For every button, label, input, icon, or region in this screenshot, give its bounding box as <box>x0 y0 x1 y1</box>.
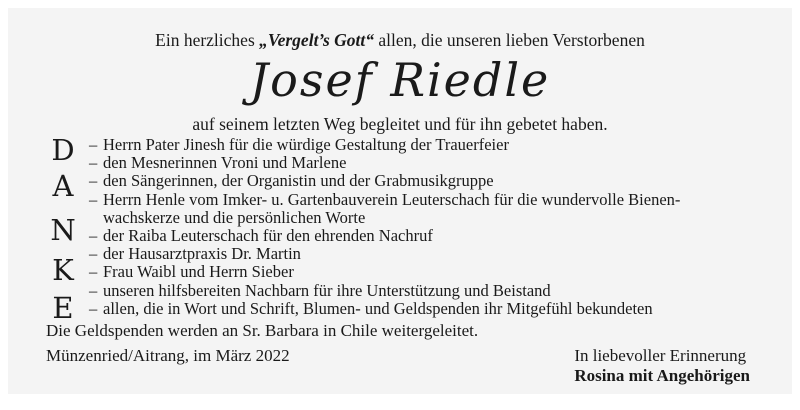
thanks-item <box>89 154 769 172</box>
thanks-item <box>89 300 769 318</box>
dash: – <box>89 153 98 173</box>
thanks-item <box>89 263 769 281</box>
thanks-text: unseren hilfsbereiten Nachbarn für ihre Unterstützung und Beistand <box>103 280 551 300</box>
thanks-item <box>89 172 769 190</box>
danke-letter-n: N <box>50 213 76 247</box>
closing-line: In liebevoller Erinnerung <box>574 346 747 365</box>
thanks-text: der Raiba Leuterschach für den ehrenden Nachruf <box>103 226 433 246</box>
danke-letter-k: K <box>52 253 74 287</box>
danke-letter-a: A <box>52 169 74 203</box>
thanks-text: allen, die in Wort und Schrift, Blumen- und Geldspenden ihr Mitgefühl bekundeten <box>103 298 653 318</box>
danke-letter-d: D <box>51 133 75 167</box>
dash: – <box>89 226 98 246</box>
thanks-text: Herrn Henle vom Imker- u. Gartenbauverein Leuterschach für die wundervolle Bienen-wachskerze und die persönlichen Worte <box>103 189 681 227</box>
thanks-text: den Mesnerinnen Vroni und Marlene <box>103 153 347 173</box>
thanks-item <box>89 282 769 300</box>
thanks-text: Frau Waibl und Herrn Sieber <box>103 262 294 282</box>
intro-before: Ein herzliches <box>155 30 260 50</box>
donation-note: Die Geldspenden werden an Sr. Barbara in Chile weitergeleitet. <box>46 321 479 340</box>
dash: – <box>89 171 98 191</box>
signature-block <box>574 346 750 386</box>
signers: Rosina mit Angehörigen <box>574 366 750 385</box>
dash: – <box>89 135 98 154</box>
deceased-name: Josef Riedle <box>249 53 551 107</box>
thanks-text: der Hausarztpraxis Dr. Martin <box>103 244 301 264</box>
thanks-item <box>89 245 769 263</box>
dash: – <box>89 189 98 209</box>
dash: – <box>89 280 98 300</box>
intro-after: allen, die unseren lieben Verstorbenen <box>374 30 645 50</box>
dash: – <box>89 244 98 264</box>
thanks-item <box>89 191 769 227</box>
thanks-item <box>89 227 769 245</box>
thanks-text: Herrn Pater Jinesh für die würdige Gestaltung der Trauerfeier <box>103 135 509 154</box>
thanks-item <box>89 136 769 154</box>
intro-emphasis: „Vergelt’s Gott“ <box>259 30 375 50</box>
place-date: Münzenried/Aitrang, im März 2022 <box>46 346 290 365</box>
danke-letter-e: E <box>52 291 74 325</box>
dash: – <box>89 298 98 318</box>
thanks-list <box>89 136 769 318</box>
obituary-thanks-notice <box>8 8 792 394</box>
dash: – <box>89 262 98 282</box>
intro-line <box>8 30 792 50</box>
subline: auf seinem letzten Weg begleitet und für ihn gebetet haben. <box>192 114 608 134</box>
thanks-text: den Sängerinnen, der Organistin und der Grabmusikgruppe <box>103 171 494 191</box>
